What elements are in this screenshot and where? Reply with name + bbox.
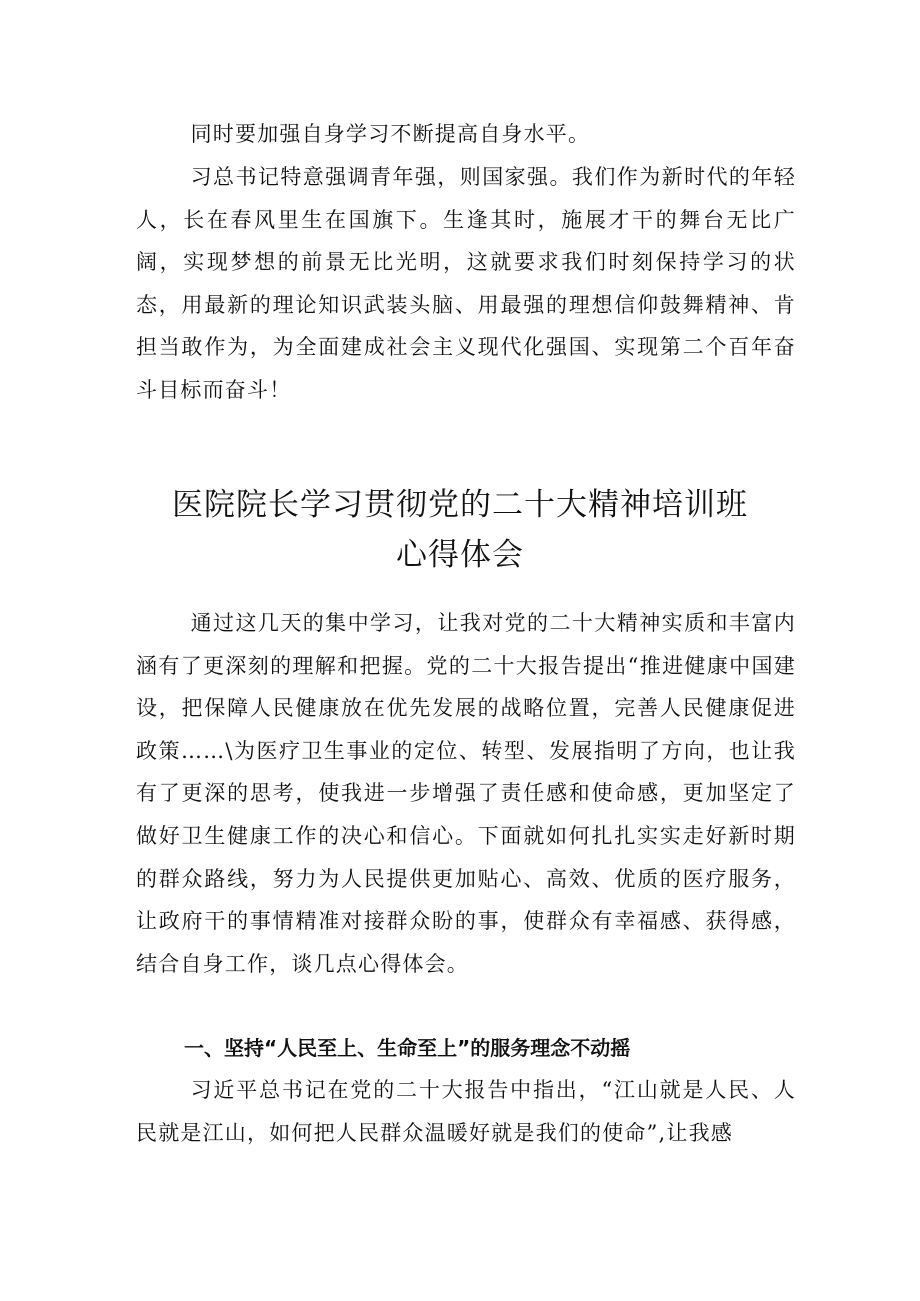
paragraph-section-1: 习近平总书记在党的二十大报告中指出，“江山就是人民、人民就是江山，如何把人民群众温暖好就是我们的使命”,让我感 (136, 1078, 796, 1145)
document-title-line-2: 心得体会 (396, 537, 524, 573)
document-title-line-1: 医院院长学习贯彻党的二十大精神培训班 (172, 487, 748, 523)
paragraph-continuation: 同时要加强自身学习不断提高自身水平。 (190, 122, 591, 146)
section-heading-1: 一、坚持“人民至上、生命至上”的服务理念不动摇 (184, 1036, 631, 1060)
paragraph-youth: 习总书记特意强调青年强，则国家强。我们作为新时代的年轻人，长在春风里生在国旗下。生逢其时，施展才干的舞台无比广阔，实现梦想的前景无比光明，这就要求我们时刻保持学习的状态，用最新的理论知识武装头脑、用最强的理想信仰鼓舞精神、肯担当敢作为，为全面建成社会主义现代化强国、实现第二个百年奋斗目标而奋斗！ (136, 165, 796, 402)
paragraph-intro: 通过这几天的集中学习，让我对党的二十大精神实质和丰富内涵有了更深刻的理解和把握。党的二十大报告提出“推进健康中国建设，把保障人民健康放在优先发展的战略位置，完善人民健康促进政策……\为医疗卫生事业的定位、转型、发展指明了方向，也让我有了更深的思考，使我进一步增强了责任感和使命感，更加坚定了做好卫生健康工作的决心和信心。下面就如何扎扎实实走好新时期的群众路线，努力为人民提供更加贴心、高效、优质的医疗服务，让政府干的事情精准对接群众盼的事，使群众有幸福感、获得感，结合自身工作，谈几点心得体会。 (136, 611, 796, 976)
